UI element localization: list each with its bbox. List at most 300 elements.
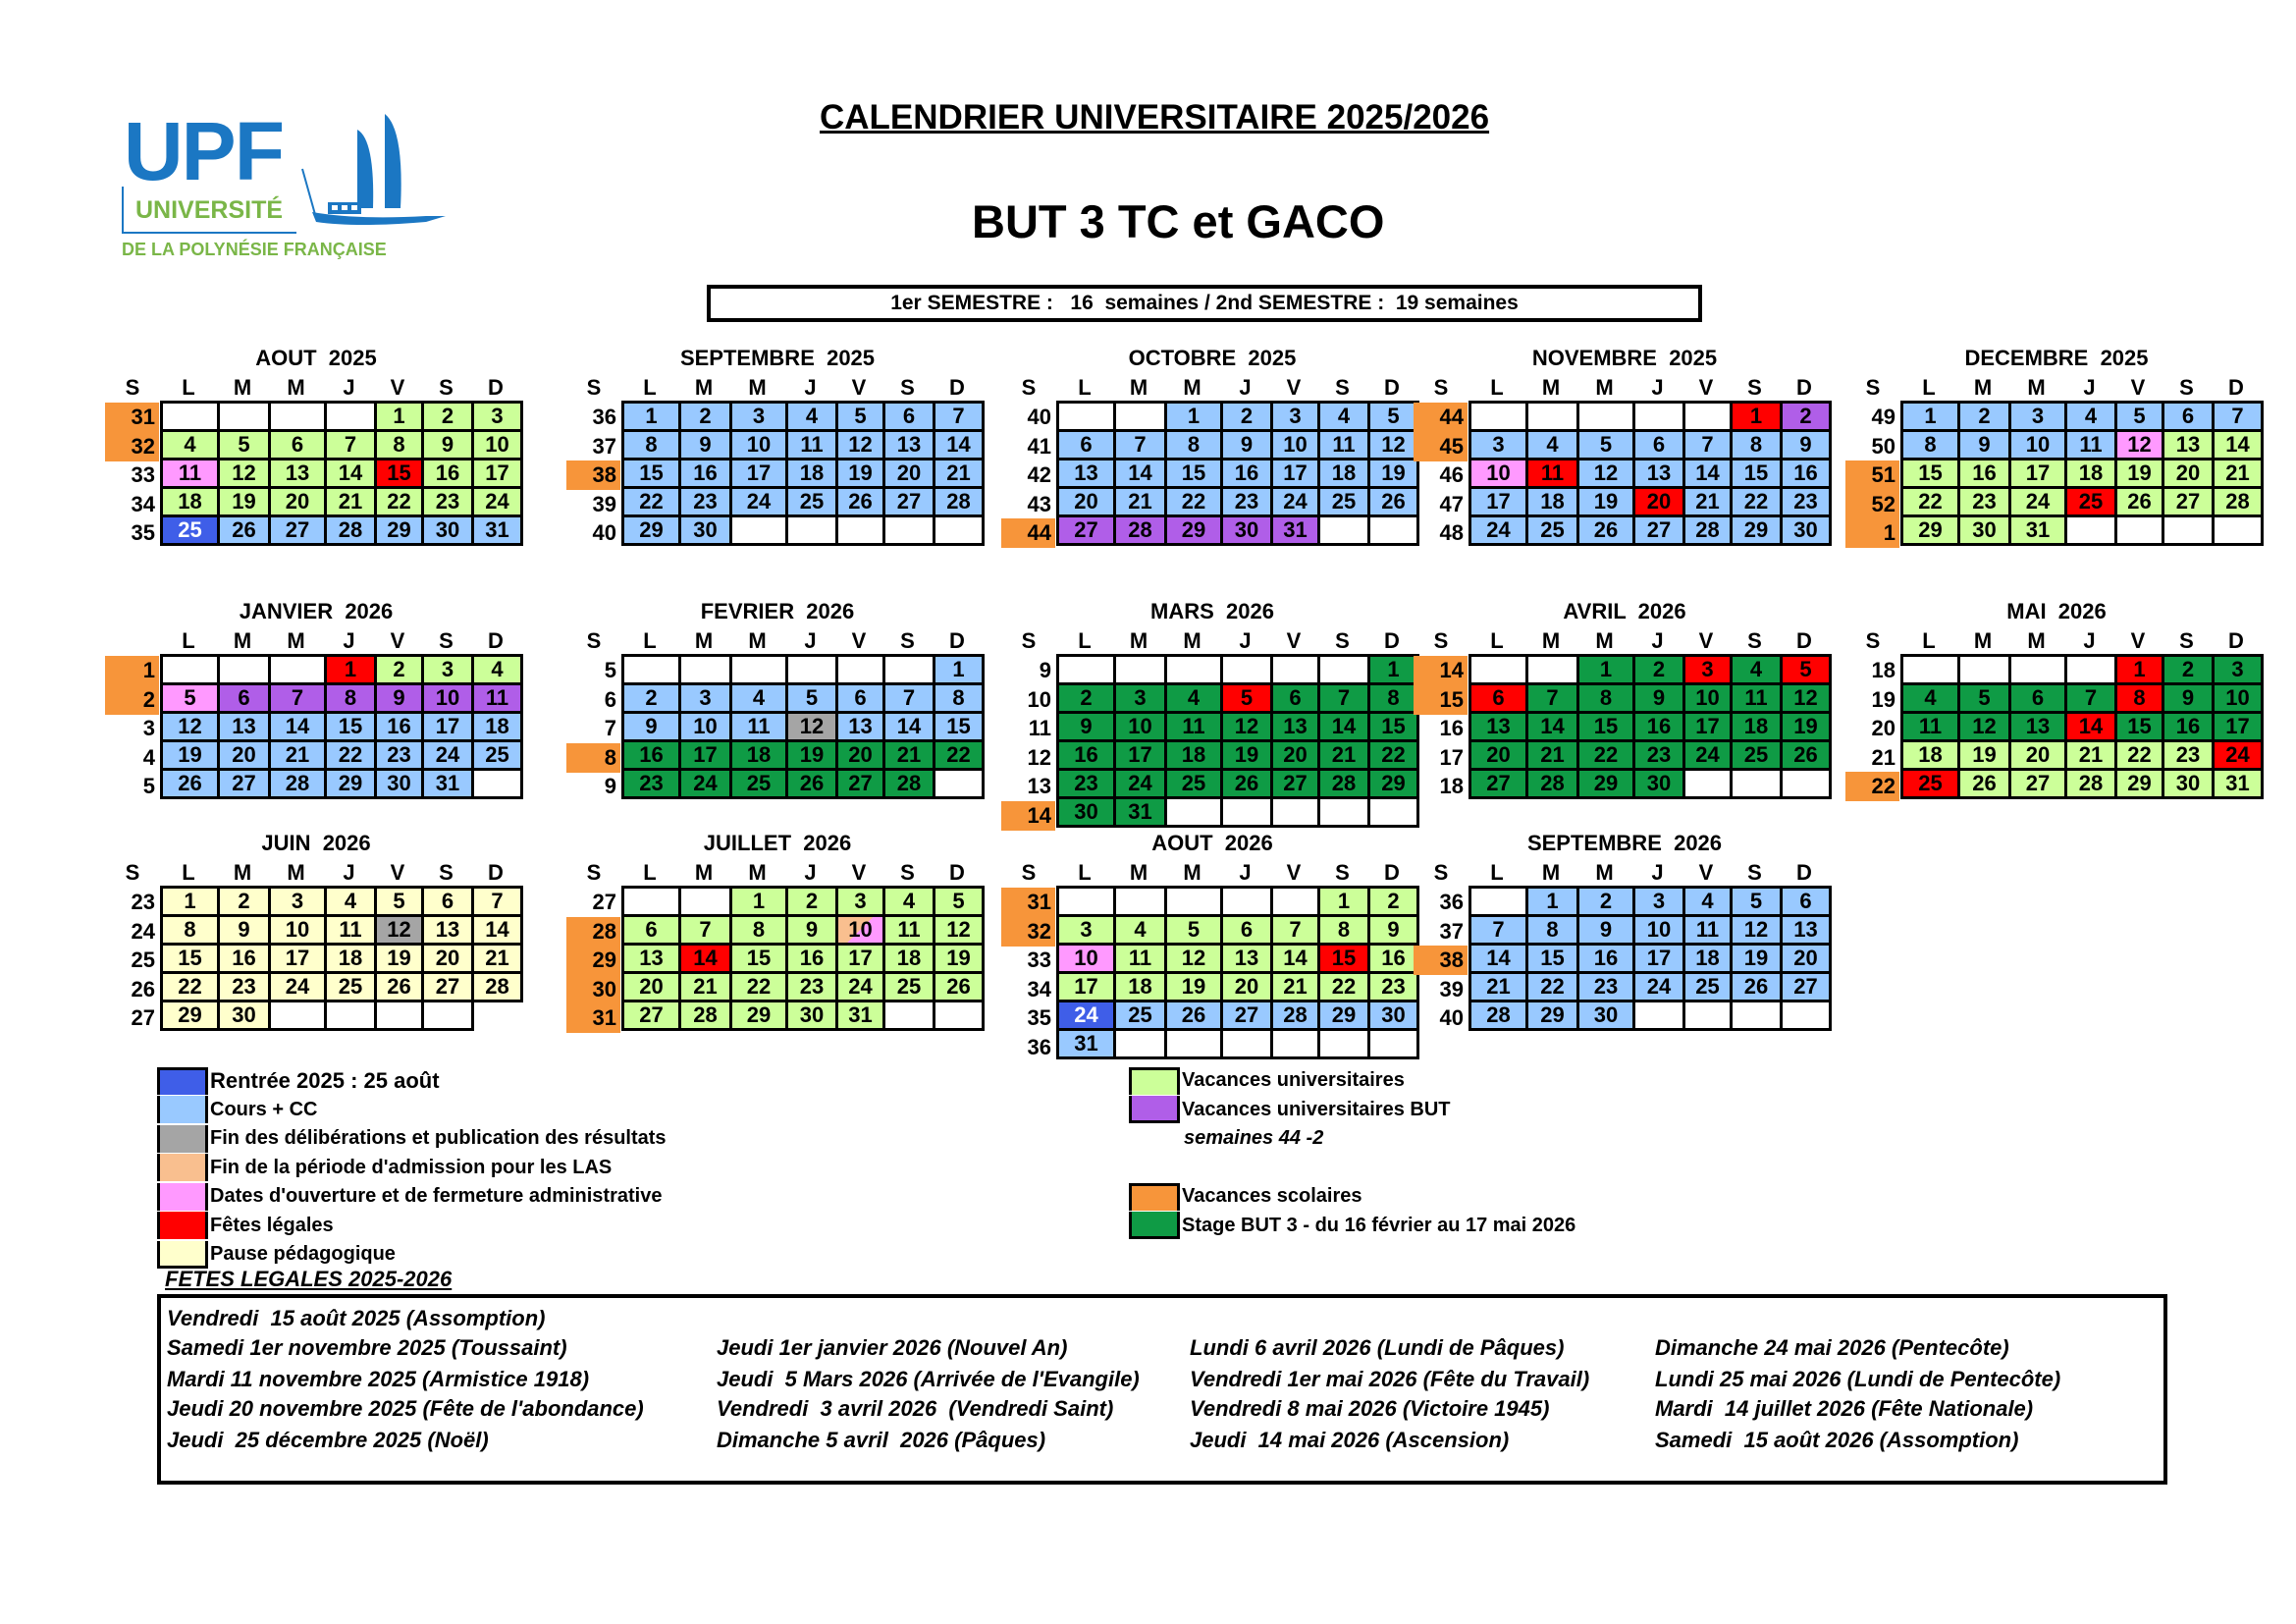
holiday-entry: Jeudi 5 Mars 2026 (Arrivée de l'Evangile) <box>717 1367 1140 1391</box>
day-cell: 27 <box>424 974 474 1002</box>
logo-divider <box>122 232 296 234</box>
day-cell: 8 <box>1733 432 1783 460</box>
day-cell: 2 <box>1059 685 1116 714</box>
week-number: 30 <box>566 975 620 1004</box>
day-cell: 19 <box>377 946 424 974</box>
day-cell: 21 <box>1320 742 1370 771</box>
day-cell: 13 <box>1635 460 1685 489</box>
day-cell: 23 <box>1635 742 1685 771</box>
day-cell: 8 <box>624 432 681 460</box>
empty-cell <box>271 1002 327 1031</box>
empty-cell <box>1783 771 1832 799</box>
day-cell: 28 <box>1471 1002 1528 1031</box>
week-number: 46 <box>1439 462 1464 488</box>
day-cell: 11 <box>2067 432 2117 460</box>
week-number: 38 <box>1414 946 1468 975</box>
day-cell: 5 <box>1783 657 1832 685</box>
empty-cell <box>1320 517 1370 546</box>
day-cell: 8 <box>377 432 424 460</box>
day-cell: 27 <box>1635 517 1685 546</box>
day-cell: 15 <box>1370 714 1419 742</box>
day-cell: 28 <box>681 1002 732 1031</box>
day-cell: 16 <box>624 742 681 771</box>
day-header: D <box>2228 375 2244 400</box>
week-number: 33 <box>1027 947 1051 973</box>
day-header: D <box>1384 860 1400 885</box>
day-cell: 31 <box>424 771 474 799</box>
day-cell: 17 <box>1116 742 1167 771</box>
empty-cell <box>1685 404 1733 432</box>
holiday-entry: Vendredi 1er mai 2026 (Fête du Travail) <box>1190 1367 1590 1391</box>
day-cell: 23 <box>220 974 271 1002</box>
day-header: M <box>1129 375 1148 400</box>
week-number: 14 <box>1001 801 1055 831</box>
empty-cell <box>885 517 935 546</box>
empty-cell <box>935 517 985 546</box>
day-cell: 3 <box>1273 404 1320 432</box>
day-cell: 12 <box>838 432 885 460</box>
legend-swatch <box>157 1212 208 1239</box>
day-header: V <box>851 628 867 653</box>
day-cell: 19 <box>1783 714 1832 742</box>
empty-cell <box>681 657 732 685</box>
day-cell: 21 <box>1685 489 1733 517</box>
week-number: 3 <box>142 716 155 741</box>
empty-cell <box>1370 1031 1419 1059</box>
empty-cell <box>2215 517 2264 546</box>
week-number: 40 <box>592 520 616 546</box>
day-cell: 18 <box>885 946 935 974</box>
day-cell: 3 <box>1471 432 1528 460</box>
day-cell: 20 <box>1273 742 1320 771</box>
day-header: M <box>694 860 714 885</box>
day-cell: 7 <box>2215 404 2264 432</box>
day-header: S <box>2179 628 2194 653</box>
week-number: 45 <box>1414 432 1468 461</box>
day-cell: 22 <box>1528 974 1579 1002</box>
week-header: S <box>1021 375 1037 400</box>
day-cell: 16 <box>1783 460 1832 489</box>
day-cell: 12 <box>788 714 838 742</box>
day-cell: 19 <box>1579 489 1635 517</box>
day-cell: 31 <box>2011 517 2067 546</box>
day-headers <box>1845 375 2261 401</box>
day-cell: 24 <box>681 771 732 799</box>
day-cell: 22 <box>1579 742 1635 771</box>
empty-cell <box>1223 657 1273 685</box>
week-number: 44 <box>1414 403 1468 432</box>
empty-cell <box>163 657 220 685</box>
empty-cell <box>1903 657 1960 685</box>
day-grid <box>160 654 523 799</box>
day-cell: 23 <box>624 771 681 799</box>
day-header: M <box>233 628 252 653</box>
day-header: S <box>1747 628 1762 653</box>
day-cell: 7 <box>935 404 985 432</box>
empty-cell <box>1579 404 1635 432</box>
day-cell: 14 <box>1273 946 1320 974</box>
day-cell: 20 <box>424 946 474 974</box>
day-cell: 25 <box>163 517 220 546</box>
day-cell: 8 <box>1167 432 1223 460</box>
day-header: L <box>182 628 195 653</box>
empty-cell <box>1223 1031 1273 1059</box>
day-header: M <box>1541 628 1561 653</box>
day-cell: 4 <box>788 404 838 432</box>
day-cell: 1 <box>732 889 788 917</box>
day-cell: 19 <box>1960 742 2011 771</box>
day-cell: 15 <box>1528 946 1579 974</box>
day-cell: 3 <box>2011 404 2067 432</box>
day-header: V <box>2130 628 2146 653</box>
legend-item <box>1129 1096 1450 1124</box>
week-number: 9 <box>1039 658 1051 682</box>
holiday-entry: Vendredi 8 mai 2026 (Victoire 1945) <box>1190 1396 1550 1421</box>
day-cell: 29 <box>1903 517 1960 546</box>
day-cell: 28 <box>1320 771 1370 799</box>
day-cell: 9 <box>220 917 271 946</box>
day-cell: 24 <box>1116 771 1167 799</box>
day-header: V <box>1286 628 1302 653</box>
day-header: L <box>1922 375 1936 400</box>
day-cell: 12 <box>1960 714 2011 742</box>
holidays-title: FETES LEGALES 2025-2026 <box>165 1267 453 1291</box>
day-cell: 13 <box>2164 432 2215 460</box>
day-cell: 12 <box>935 917 985 946</box>
day-cell: 18 <box>1320 460 1370 489</box>
empty-cell <box>1273 799 1320 828</box>
day-cell: 30 <box>377 771 424 799</box>
day-cell: 21 <box>327 489 377 517</box>
week-number: 20 <box>1871 716 1896 741</box>
week-number: 52 <box>1845 490 1899 519</box>
day-cell: 2 <box>377 657 424 685</box>
empty-cell <box>732 517 788 546</box>
day-header: M <box>287 628 305 653</box>
day-cell: 1 <box>935 657 985 685</box>
legend-swatch <box>157 1241 208 1269</box>
day-cell: 9 <box>1059 714 1116 742</box>
day-cell: 3 <box>838 889 885 917</box>
day-cell: 19 <box>1223 742 1273 771</box>
day-header: V <box>2130 375 2146 400</box>
day-cell: 19 <box>1167 974 1223 1002</box>
holiday-entry: Vendredi 3 avril 2026 (Vendredi Saint) <box>717 1396 1114 1421</box>
day-cell: 20 <box>1471 742 1528 771</box>
day-cell: 30 <box>424 517 474 546</box>
empty-cell <box>220 657 271 685</box>
day-cell: 6 <box>624 917 681 946</box>
upf-logo <box>118 105 452 259</box>
empty-cell <box>1471 404 1528 432</box>
day-cell: 8 <box>1903 432 1960 460</box>
day-header: V <box>390 375 405 400</box>
legend-item <box>1129 1182 1362 1211</box>
day-cell: 3 <box>424 657 474 685</box>
week-number: 40 <box>1439 1005 1464 1031</box>
day-cell: 24 <box>838 974 885 1002</box>
day-header: M <box>694 628 714 653</box>
week-number: 17 <box>1439 744 1464 770</box>
month-title: JUIN 2026 <box>261 831 371 855</box>
day-cell: 9 <box>1783 432 1832 460</box>
day-cell: 6 <box>885 404 935 432</box>
day-cell: 1 <box>327 657 377 685</box>
week-number: 31 <box>1001 888 1055 917</box>
day-cell: 26 <box>1579 517 1635 546</box>
day-cell: 12 <box>163 714 220 742</box>
day-cell: 29 <box>1528 1002 1579 1031</box>
day-cell: 22 <box>1733 489 1783 517</box>
day-cell: 18 <box>1685 946 1733 974</box>
day-cell: 26 <box>1370 489 1419 517</box>
day-cell: 11 <box>1167 714 1223 742</box>
day-cell: 2 <box>681 404 732 432</box>
day-cell: 17 <box>1635 946 1685 974</box>
day-cell: 27 <box>1783 974 1832 1002</box>
day-header: L <box>1490 628 1504 653</box>
week-number: 1 <box>105 656 159 685</box>
day-cell: 24 <box>2011 489 2067 517</box>
day-header: S <box>900 860 915 885</box>
day-cell: 4 <box>1903 685 1960 714</box>
legend-item <box>157 1066 440 1095</box>
day-cell: 21 <box>1528 742 1579 771</box>
legend-label: Fêtes légales <box>210 1214 334 1236</box>
day-cell: 23 <box>2164 742 2215 771</box>
day-cell: 1 <box>1320 889 1370 917</box>
empty-cell <box>1635 1002 1685 1031</box>
day-cell: 12 <box>1223 714 1273 742</box>
day-cell: 23 <box>1223 489 1273 517</box>
month-title: MARS 2026 <box>1150 599 1274 623</box>
day-cell: 30 <box>1223 517 1273 546</box>
day-header: M <box>287 375 305 400</box>
legend-item <box>157 1154 612 1182</box>
empty-cell <box>1320 799 1370 828</box>
day-cell: 18 <box>1733 714 1783 742</box>
day-cell: 31 <box>1273 517 1320 546</box>
day-headers <box>105 860 520 886</box>
week-header: S <box>586 628 602 653</box>
legend-swatch <box>157 1183 208 1211</box>
day-cell: 25 <box>732 771 788 799</box>
week-number: 28 <box>566 917 620 947</box>
day-cell: 13 <box>220 714 271 742</box>
day-cell: 14 <box>2067 714 2117 742</box>
day-cell: 3 <box>271 889 327 917</box>
day-cell: 15 <box>1903 460 1960 489</box>
day-cell: 30 <box>681 517 732 546</box>
empty-cell <box>1116 404 1167 432</box>
day-cell: 2 <box>1579 889 1635 917</box>
day-cell: 7 <box>1471 917 1528 946</box>
day-header: J <box>1239 860 1252 885</box>
day-cell: 8 <box>1320 917 1370 946</box>
day-cell: 2 <box>220 889 271 917</box>
month-title: AOUT 2025 <box>255 346 377 370</box>
day-cell: 16 <box>1635 714 1685 742</box>
day-cell: 20 <box>1635 489 1685 517</box>
week-number: 27 <box>592 890 616 914</box>
week-number: 5 <box>604 658 616 682</box>
week-number: 44 <box>1001 518 1055 548</box>
day-cell: 31 <box>2215 771 2264 799</box>
day-cell: 11 <box>885 917 935 946</box>
week-number: 36 <box>1439 890 1464 914</box>
legend-item <box>157 1182 662 1211</box>
legend-swatch <box>157 1125 208 1153</box>
day-cell: 10 <box>1273 432 1320 460</box>
day-cell: 5 <box>788 685 838 714</box>
empty-cell <box>2164 517 2215 546</box>
empty-cell <box>1635 404 1685 432</box>
day-cell: 26 <box>1960 771 2011 799</box>
day-cell: 11 <box>1116 946 1167 974</box>
day-header: J <box>2083 628 2096 653</box>
day-cell: 8 <box>1528 917 1579 946</box>
day-header: M <box>748 860 767 885</box>
week-number: 38 <box>566 460 620 490</box>
day-grid <box>1468 401 1832 546</box>
day-cell: 31 <box>1059 1031 1116 1059</box>
legend-label: Vacances universitaires <box>1182 1069 1405 1091</box>
day-cell: 4 <box>1685 889 1733 917</box>
day-cell: 10 <box>732 432 788 460</box>
week-number: 32 <box>1001 917 1055 947</box>
day-header: M <box>1183 375 1201 400</box>
day-grid <box>160 886 523 1031</box>
day-cell: 3 <box>732 404 788 432</box>
day-header: D <box>1384 375 1400 400</box>
empty-cell <box>624 889 681 917</box>
day-cell: 17 <box>838 946 885 974</box>
day-cell: 4 <box>1528 432 1579 460</box>
day-cell: 11 <box>327 917 377 946</box>
day-header: M <box>1595 375 1614 400</box>
day-cell: 10 <box>2215 685 2264 714</box>
empty-cell <box>1273 657 1320 685</box>
empty-cell <box>1116 1031 1167 1059</box>
day-header: M <box>1595 628 1614 653</box>
day-cell: 4 <box>1116 917 1167 946</box>
week-number: 12 <box>1027 744 1051 770</box>
day-cell: 10 <box>271 917 327 946</box>
day-cell: 16 <box>377 714 424 742</box>
day-cell: 24 <box>271 974 327 1002</box>
day-cell: 12 <box>1167 946 1223 974</box>
empty-cell <box>1528 404 1579 432</box>
day-cell: 6 <box>1273 685 1320 714</box>
month-title: DECEMBRE 2025 <box>1964 346 2149 370</box>
day-cell: 14 <box>935 432 985 460</box>
week-number: 47 <box>1439 491 1464 516</box>
week-number: 49 <box>1871 405 1896 429</box>
day-cell: 15 <box>935 714 985 742</box>
empty-cell <box>1471 889 1528 917</box>
day-cell: 21 <box>2067 742 2117 771</box>
day-cell: 10 <box>681 714 732 742</box>
day-cell: 14 <box>1320 714 1370 742</box>
day-cell: 11 <box>788 432 838 460</box>
day-cell: 10 <box>1059 946 1116 974</box>
day-cell: 9 <box>788 917 838 946</box>
week-number: 43 <box>1027 491 1051 516</box>
empty-cell <box>327 1002 377 1031</box>
day-cell: 2 <box>2164 657 2215 685</box>
day-cell: 15 <box>1579 714 1635 742</box>
semester-summary: 1er SEMESTRE : 16 semaines / 2nd SEMESTRE : 19 semaines <box>707 285 1702 322</box>
day-cell: 9 <box>1579 917 1635 946</box>
legend-swatch <box>1129 1183 1180 1211</box>
day-cell: 2 <box>424 404 474 432</box>
day-header: M <box>694 375 714 400</box>
day-grid <box>621 886 985 1031</box>
empty-cell <box>271 657 327 685</box>
week-number: 9 <box>604 774 616 799</box>
day-cell: 29 <box>1320 1002 1370 1031</box>
day-cell: 15 <box>1320 946 1370 974</box>
day-cell: 6 <box>1223 917 1273 946</box>
day-cell: 30 <box>1635 771 1685 799</box>
day-cell: 23 <box>1783 489 1832 517</box>
legend-swatch <box>1129 1096 1180 1123</box>
holiday-entry: Dimanche 5 avril 2026 (Pâques) <box>717 1428 1046 1452</box>
day-cell: 27 <box>885 489 935 517</box>
day-headers <box>566 860 982 886</box>
day-cell: 16 <box>1059 742 1116 771</box>
week-number: 36 <box>1027 1035 1051 1059</box>
day-cell: 6 <box>424 889 474 917</box>
empty-cell <box>1223 889 1273 917</box>
month-title: FEVRIER 2026 <box>700 599 855 623</box>
day-cell: 28 <box>2215 489 2264 517</box>
day-cell: 5 <box>2117 404 2164 432</box>
day-cell: 9 <box>624 714 681 742</box>
day-cell: 2 <box>624 685 681 714</box>
week-number: 24 <box>131 918 155 944</box>
logo-subtitle: DE LA POLYNÉSIE FRANÇAISE <box>122 240 387 259</box>
day-header: S <box>439 860 454 885</box>
day-header: V <box>1698 860 1714 885</box>
day-cell: 18 <box>732 742 788 771</box>
day-cell: 22 <box>1903 489 1960 517</box>
day-cell: 27 <box>2011 771 2067 799</box>
empty-cell <box>1116 889 1167 917</box>
day-cell: 5 <box>838 404 885 432</box>
day-cell: 16 <box>2164 714 2215 742</box>
empty-cell <box>327 404 377 432</box>
day-header: D <box>488 628 504 653</box>
empty-cell <box>2067 517 2117 546</box>
day-cell: 25 <box>1528 517 1579 546</box>
program-title: BUT 3 TC et GACO <box>972 195 1385 247</box>
day-cell: 7 <box>1116 432 1167 460</box>
day-cell: 31 <box>838 1002 885 1031</box>
day-cell: 15 <box>1167 460 1223 489</box>
day-cell: 12 <box>1783 685 1832 714</box>
day-cell: 27 <box>2164 489 2215 517</box>
day-cell: 26 <box>935 974 985 1002</box>
day-cell: 28 <box>271 771 327 799</box>
day-cell: 14 <box>681 946 732 974</box>
day-cell: 25 <box>1320 489 1370 517</box>
day-cell: 9 <box>1223 432 1273 460</box>
day-cell: 9 <box>1635 685 1685 714</box>
day-cell: 21 <box>474 946 523 974</box>
day-cell: 16 <box>1960 460 2011 489</box>
day-cell: 19 <box>220 489 271 517</box>
